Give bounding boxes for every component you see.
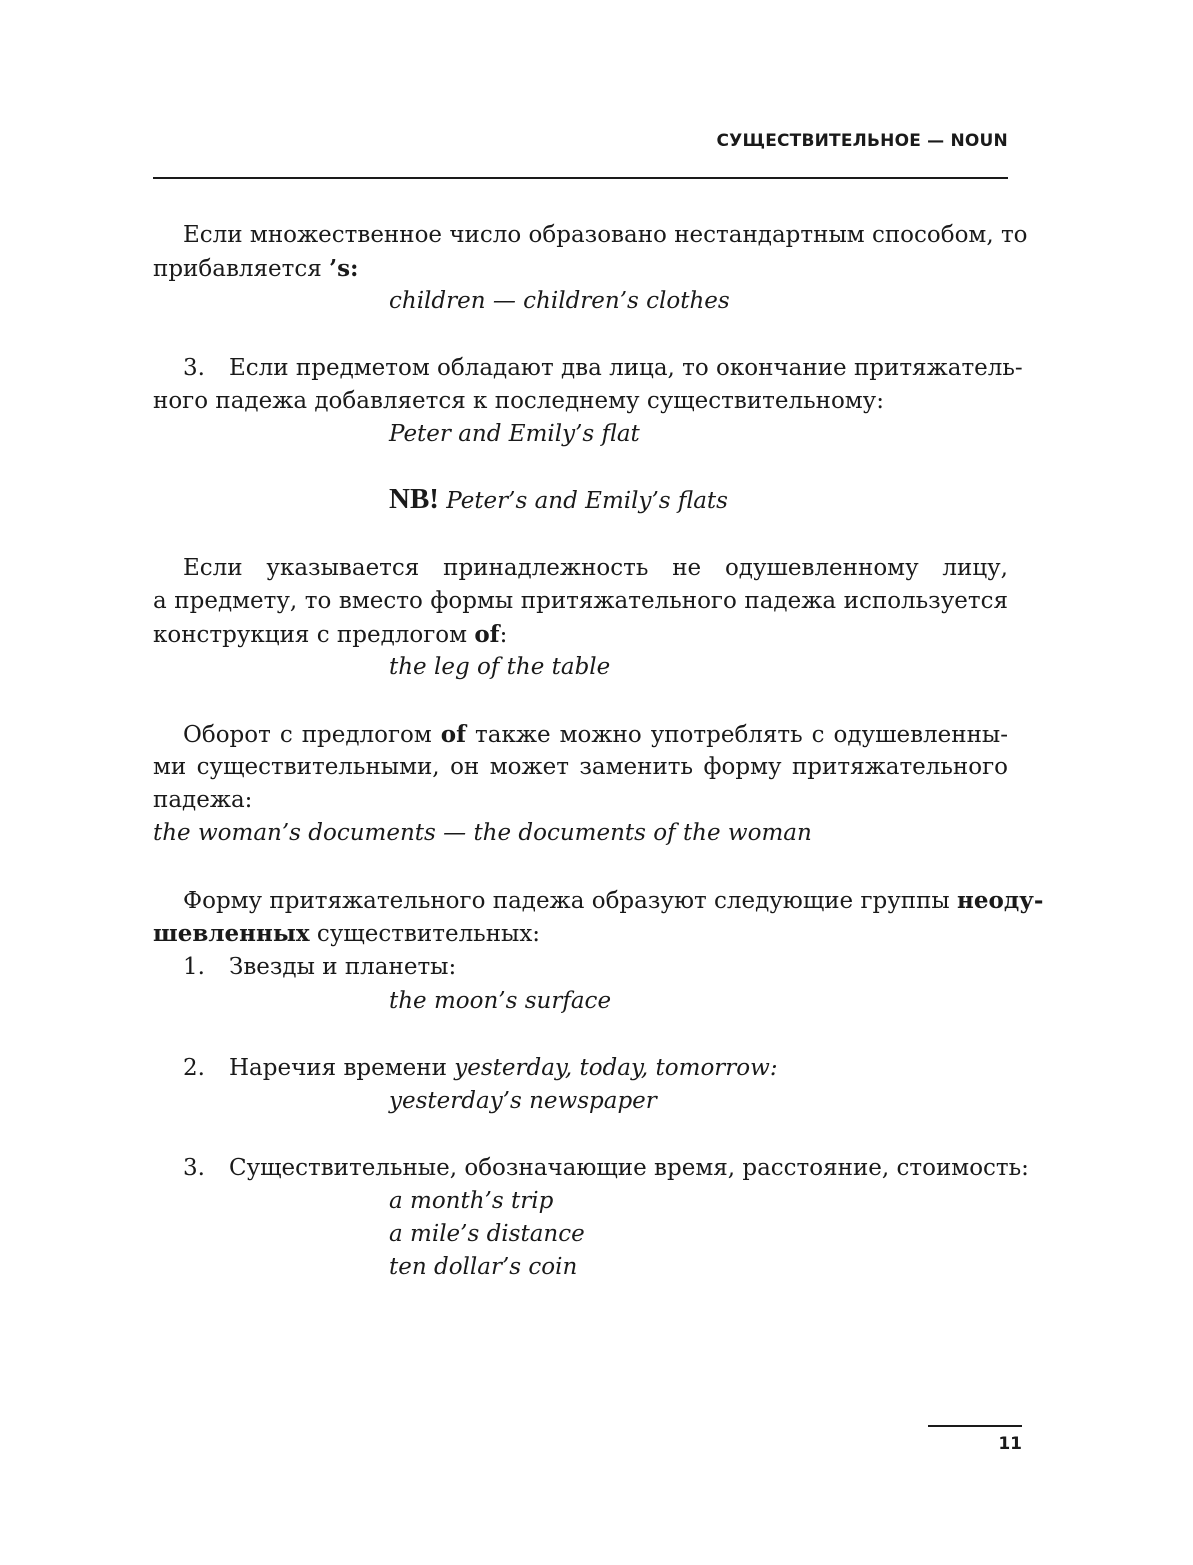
example-month-trip: a month’s trip <box>389 1188 554 1214</box>
paragraph-1-text: прибавляется <box>153 256 330 282</box>
paragraph-3-line-3: падежа: <box>153 787 253 813</box>
list-item-2-text: Наречия времени <box>229 1055 455 1081</box>
list-item-1-text: Звезды и планеты: <box>229 954 457 980</box>
paragraph-2-text: конструкция с предлогом <box>153 622 475 648</box>
paragraph-3-line-1 <box>153 718 1008 752</box>
paragraph-4-text-end: существительных: <box>309 921 541 947</box>
paragraph-4-text: Форму притяжательного падежа образуют следующие группы <box>183 888 958 914</box>
example-leg-of-table: the leg of the table <box>389 654 611 680</box>
paragraph-4-line-2 <box>153 917 1008 951</box>
list-item-3-number: 3. <box>183 1155 205 1181</box>
item-3-line-1 <box>153 352 1023 385</box>
example-children: children — children’s clothes <box>389 288 730 314</box>
list-item-3 <box>153 1152 1029 1185</box>
example-yesterday-newspaper: yesterday’s newspaper <box>389 1088 657 1114</box>
page-number: 11 <box>998 1434 1022 1454</box>
nb-example: Peter’s and Emily’s flats <box>446 488 728 514</box>
example-dollar-coin: ten dollar’s coin <box>389 1254 578 1280</box>
header-rule <box>153 177 1008 179</box>
paragraph-4-bold-end: шевленных <box>153 920 310 947</box>
paragraph-4-bold-start: неоду- <box>957 887 1044 914</box>
list-item-2-number: 2. <box>183 1055 205 1081</box>
example-peter-emily-flat: Peter and Emily’s flat <box>389 421 640 447</box>
item-3-number: 3. <box>183 355 205 381</box>
paragraph-2-colon: : <box>499 622 508 648</box>
list-item-3-text: Существительные, обозначающие время, расстояние, стоимость: <box>229 1155 1029 1181</box>
list-item-1-number: 1. <box>183 954 205 980</box>
footer-rule <box>928 1425 1022 1427</box>
example-moon-surface: the moon’s surface <box>389 988 612 1014</box>
paragraph-2-bold-of: of <box>474 621 500 648</box>
paragraph-2-line-1: Если указывается принадлежность не одушевленному лицу, <box>183 555 1008 581</box>
paragraph-3-line-2: ми существительными, он может заменить форму притяжательного <box>153 754 1008 780</box>
paragraph-3-text-start: Оборот с предлогом <box>183 722 441 748</box>
paragraph-1-line-1: Если множественное число образовано нестандартным способом, то <box>183 222 1028 248</box>
example-mile-distance: a mile’s distance <box>389 1221 585 1247</box>
item-3-line-2: ного падежа добавляется к последнему существительному: <box>153 388 884 414</box>
list-item-2 <box>153 1052 1008 1085</box>
nb-mark: NB! <box>389 483 439 515</box>
paragraph-2-line-2: а предмету, то вместо формы притяжательного падежа используется <box>153 588 1008 614</box>
running-header-title: СУЩЕСТВИТЕЛЬНОЕ — NOUN <box>716 131 1008 151</box>
paragraph-2-line-3 <box>153 618 1008 652</box>
paragraph-1-bold-suffix: ’s: <box>329 255 359 282</box>
list-item-1 <box>153 951 1008 984</box>
nb-note <box>389 483 728 518</box>
paragraph-3-text-end: также можно употреблять с одушевленны- <box>466 722 1008 748</box>
paragraph-3-bold-of: of <box>440 721 467 748</box>
paragraph-1-line-2 <box>153 252 1008 286</box>
example-woman-documents: the woman’s documents — the documents of the woman <box>153 820 812 846</box>
list-item-2-italic: yesterday, today, tomorrow: <box>454 1055 778 1081</box>
item-3-text: Если предметом обладают два лица, то окончание притяжатель- <box>229 355 1023 381</box>
paragraph-4-line-1 <box>153 884 1044 918</box>
